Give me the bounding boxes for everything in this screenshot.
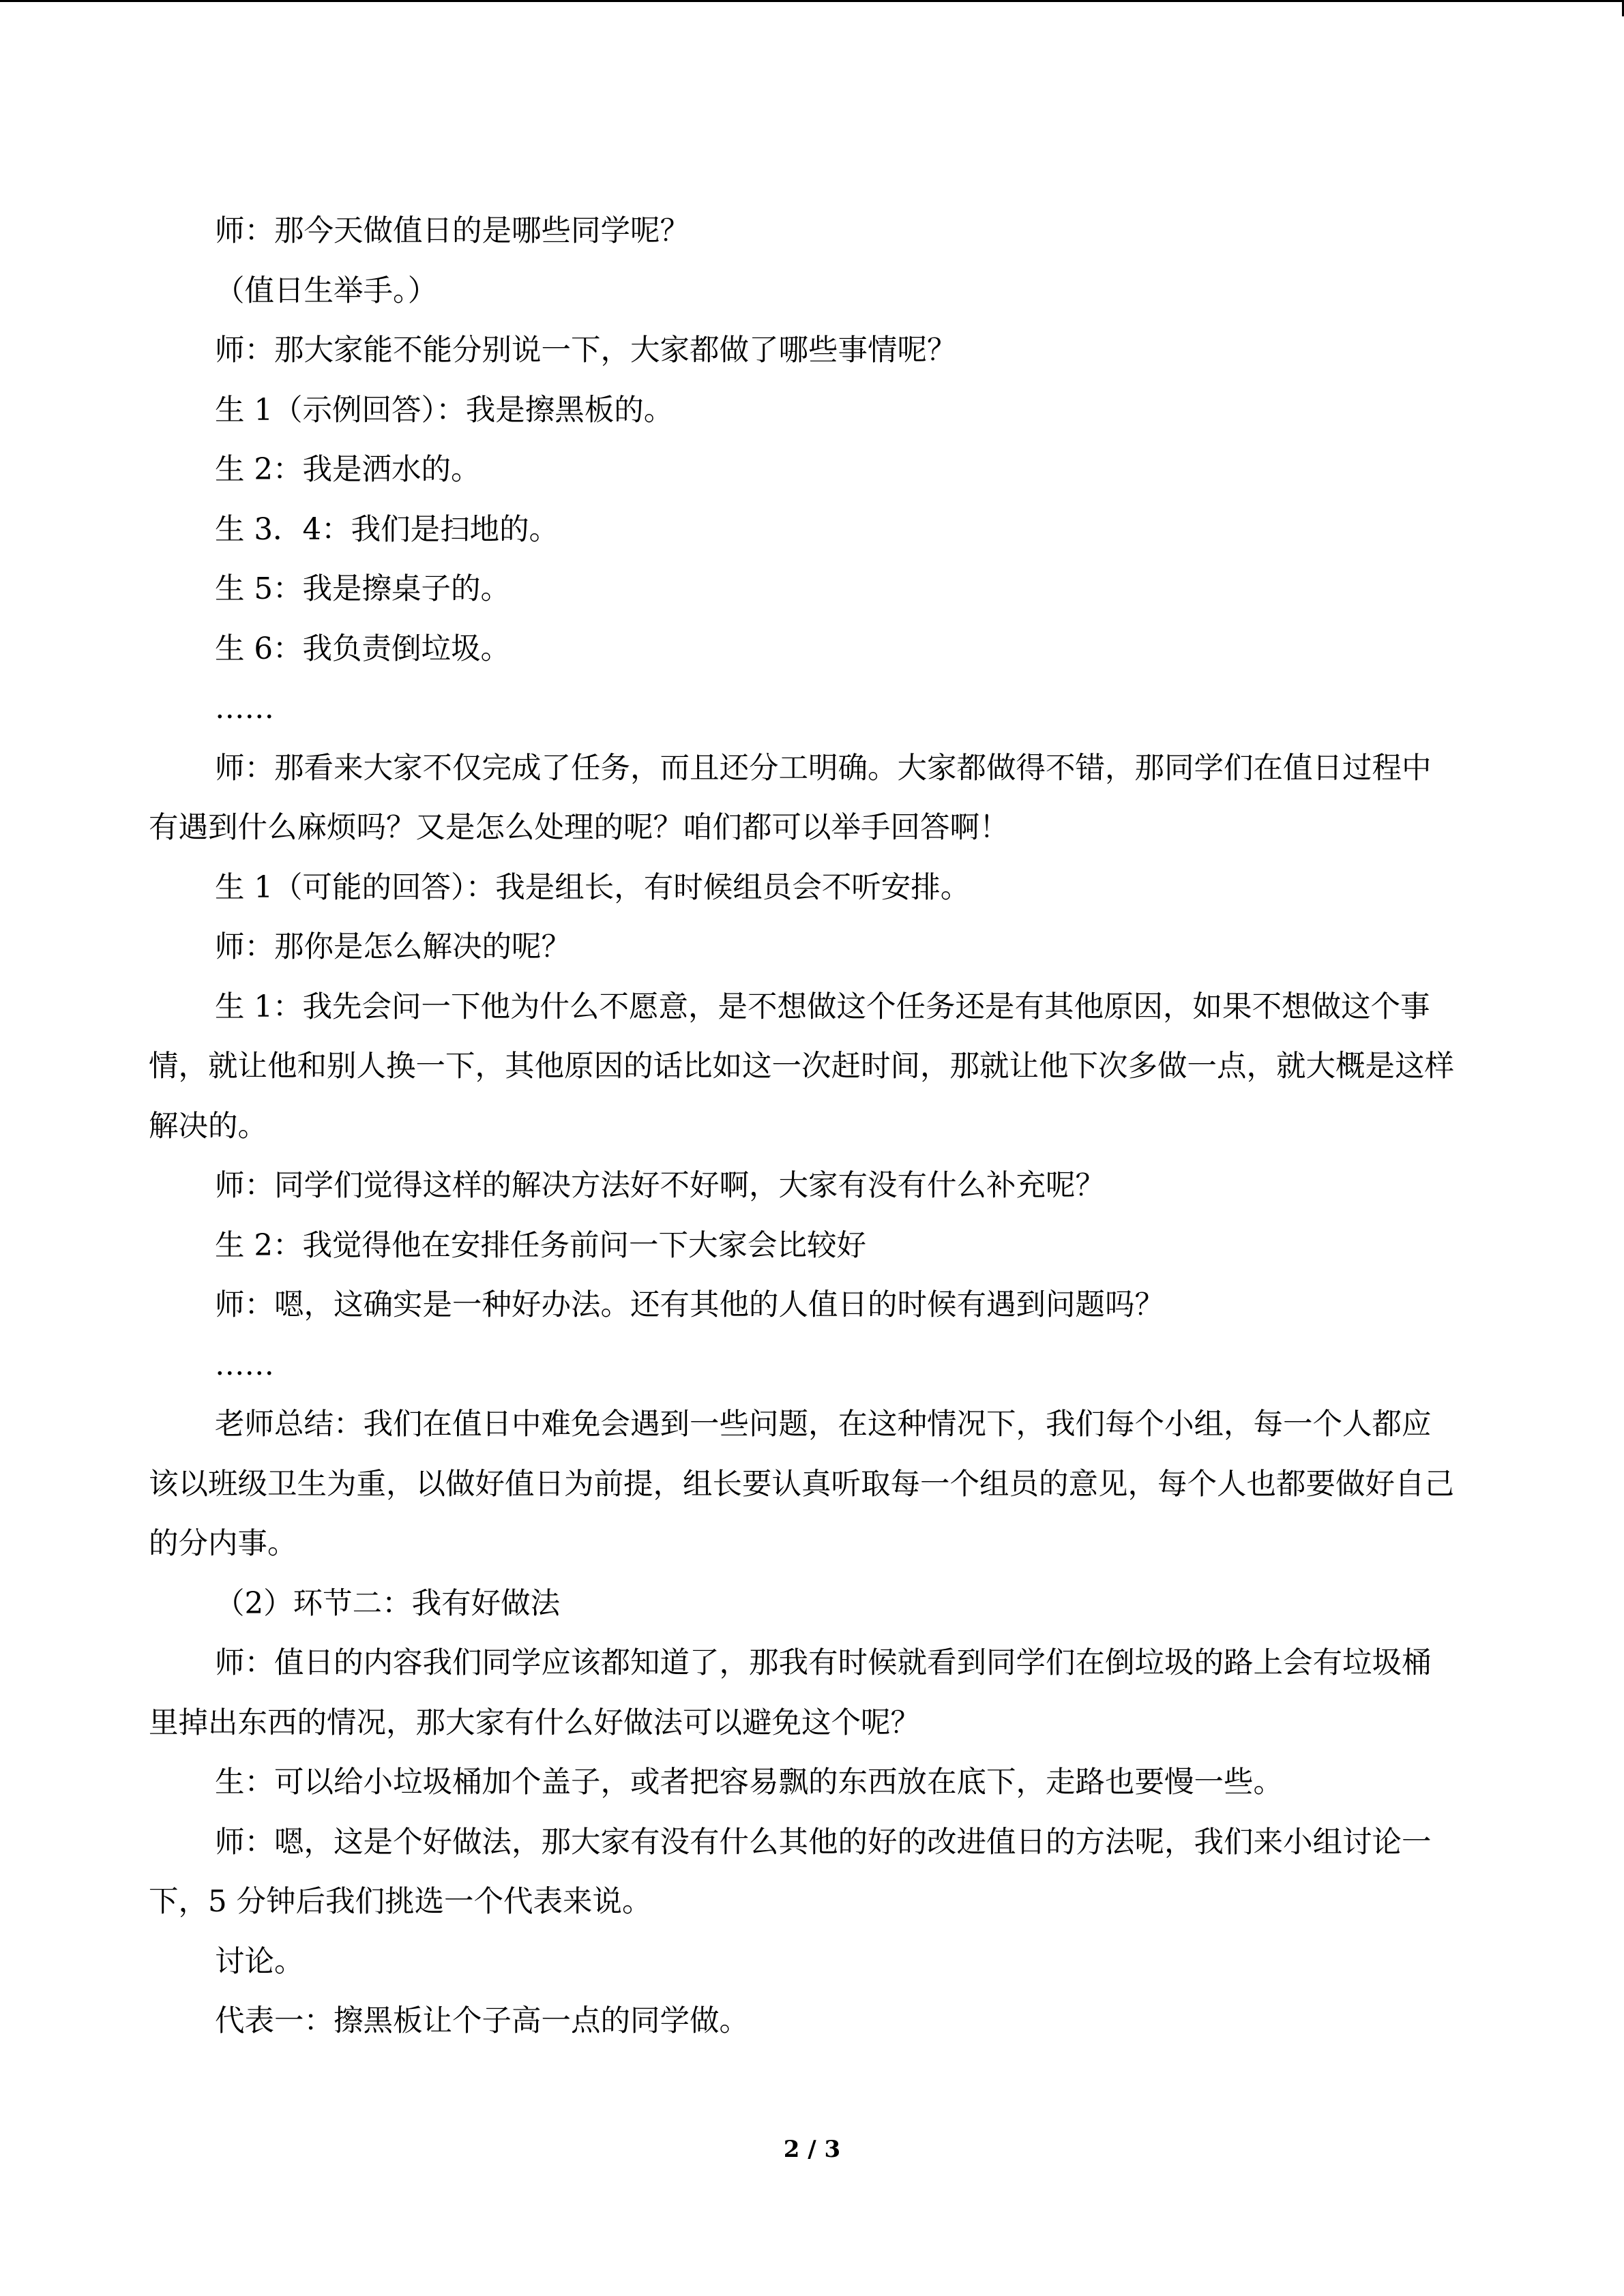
paragraph: 师：值日的内容我们同学应该都知道了，那我有时候就看到同学们在倒垃圾的路上会有垃圾桶里掉出东西的情况，那大家有什么好做法可以避免这个呢？ xyxy=(149,1646,1432,1740)
paragraph: 生 1：我先会问一下他为什么不愿意，是不想做这个任务还是有其他原因，如果不想做这个事情，就让他和别人换一下，其他原因的话比如这一次赶时间，那就让他下次多做一点，就大概是这样解决的。 xyxy=(149,989,1454,1144)
ellipsis-line: …… xyxy=(215,691,274,726)
paragraph: 师：那大家能不能分别说一下，大家都做了哪些事情呢？ xyxy=(215,333,957,368)
paragraph: 老师总结：我们在值日中难免会遇到一些问题，在这种情况下，我们每个小组，每一个人都应该以班级卫生为重，以做好值日为前提，组长要认真听取每一个组员的意见，每个人也都要做好自己的分内事。 xyxy=(149,1407,1454,1561)
paragraph: 生：可以给小垃圾桶加个盖子，或者把容易飘的东西放在底下，走路也要慢一些。 xyxy=(215,1765,1283,1800)
paragraph: 师：那看来大家不仅完成了任务，而且还分工明确。大家都做得不错，那同学们在值日过程中有遇到什么麻烦吗？又是怎么处理的呢？咱们都可以举手回答啊！ xyxy=(149,751,1432,845)
paragraph: 生 5：我是擦桌子的。 xyxy=(215,572,511,606)
section-heading: （2）环节二：我有好做法 xyxy=(215,1586,561,1621)
paragraph: 生 1（示例回答）：我是擦黑板的。 xyxy=(215,393,674,428)
paragraph: （值日生举手。） xyxy=(215,273,438,308)
paragraph: 师：嗯，这是个好做法，那大家有没有什么其他的好的改进值日的方法呢，我们来小组讨论一下，5 分钟后我们挑选一个代表来说。 xyxy=(149,1825,1432,1919)
document-body xyxy=(149,202,1458,2052)
ellipsis-line: …… xyxy=(215,1347,274,1382)
paragraph: 生 3．4：我们是扫地的。 xyxy=(215,512,559,547)
paragraph: 代表一：擦黑板让个子高一点的同学做。 xyxy=(215,2004,749,2038)
page-number: 2 / 3 xyxy=(783,2136,841,2163)
paragraph: 生 6：我负责倒垃圾。 xyxy=(215,631,511,666)
paragraph: 生 1（可能的回答）：我是组长，有时候组员会不听安排。 xyxy=(215,870,971,905)
paragraph: 师：那今天做值日的是哪些同学呢？ xyxy=(215,214,690,248)
paragraph: 生 2：我觉得他在安排任务前问一下大家会比较好 xyxy=(215,1228,867,1263)
paragraph: 生 2：我是洒水的。 xyxy=(215,453,481,487)
paragraph: 师：那你是怎么解决的呢？ xyxy=(215,930,571,964)
paragraph: 师：嗯，这确实是一种好办法。还有其他的人值日的时候有遇到问题吗？ xyxy=(215,1288,1164,1322)
paragraph: 讨论。 xyxy=(215,1944,304,1979)
paragraph: 师：同学们觉得这样的解决方法好不好啊，大家有没有什么补充呢？ xyxy=(215,1169,1105,1203)
page-top-border xyxy=(0,0,1624,2)
